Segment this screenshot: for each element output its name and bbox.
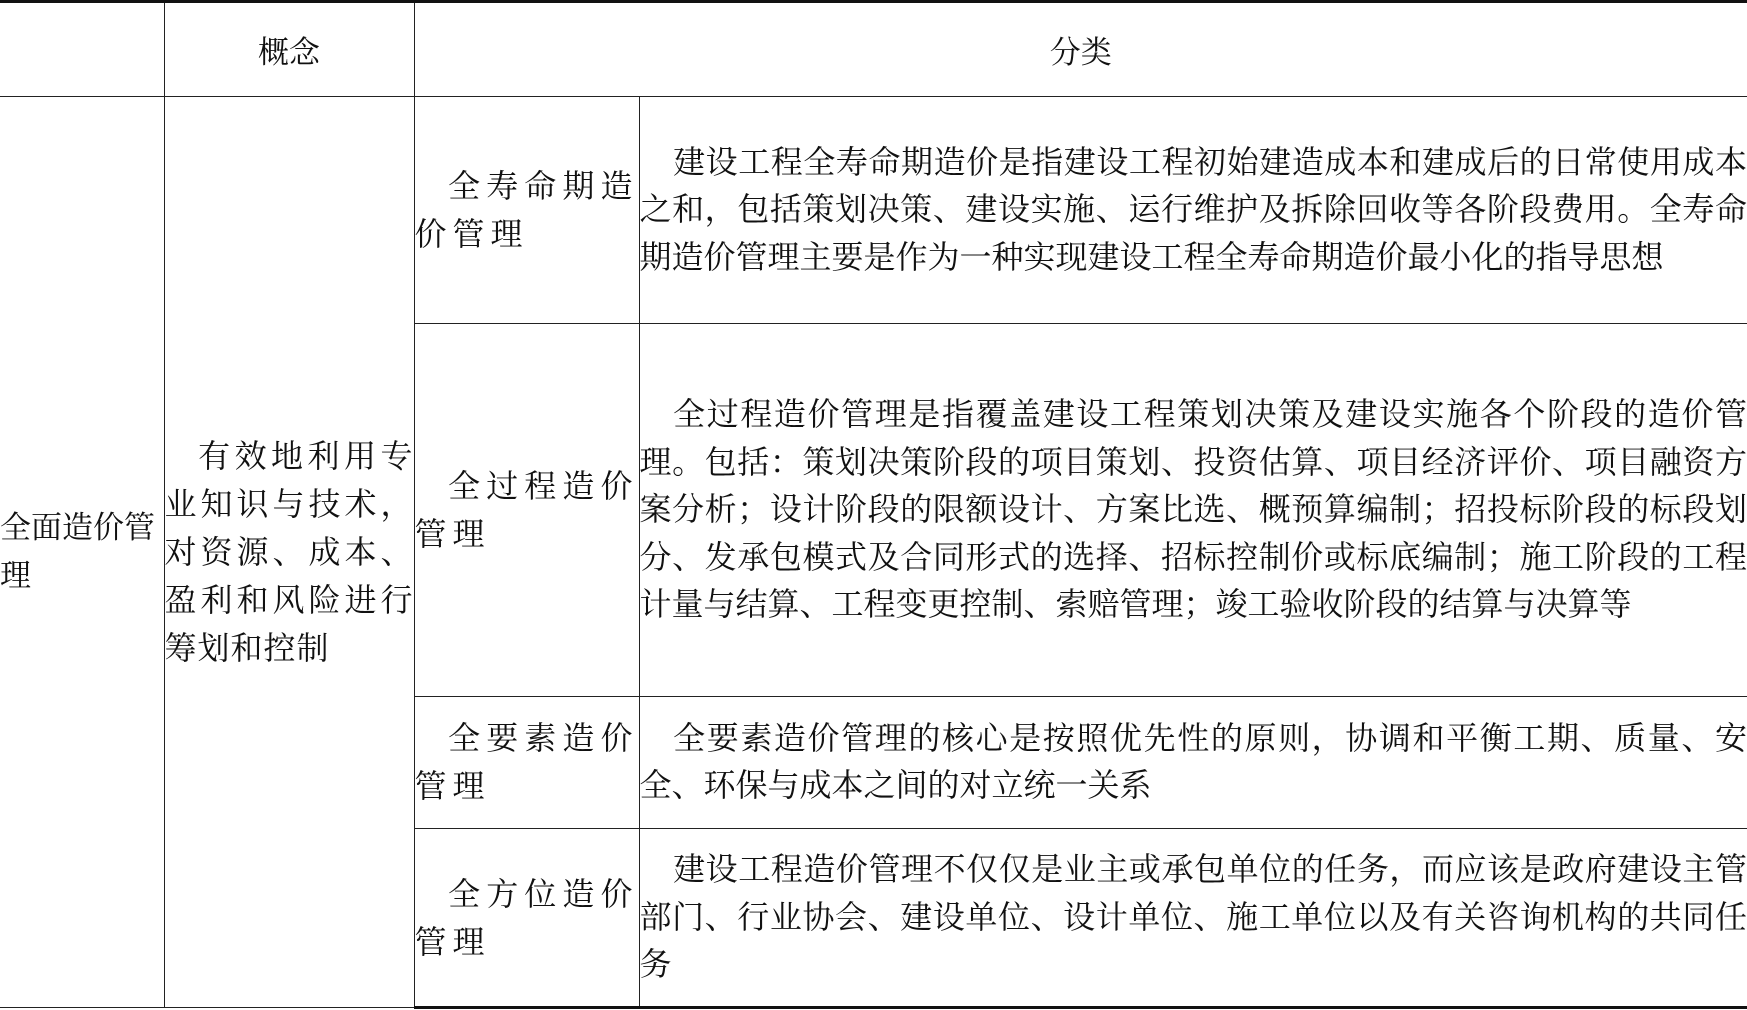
description-cell: 全过程造价管理是指覆盖建设工程策划决策及建设实施各个阶段的造价管理。包括：策划决策阶段的项目策划、投资估算、项目经济评价、项目融资方案分析；设计阶段的限额设计、方案比选、概预算编制；招投标阶段的标段划分、发承包模式及合同形式的选择、招标控制价或标底编制；施工阶段的工程计量与结算、工程变更控制、索赔管理；竣工验收阶段的结算与决算等 bbox=[639, 324, 1747, 696]
header-row bbox=[0, 2, 1747, 97]
header-concept: 概念 bbox=[164, 2, 414, 97]
type-cell: 全方位造价管理 bbox=[414, 829, 639, 1008]
type-cell: 全要素造价管理 bbox=[414, 696, 639, 829]
description-cell: 建设工程造价管理不仅仅是业主或承包单位的任务，而应该是政府建设主管部门、行业协会、建设单位、设计单位、施工单位以及有关咨询机构的共同任务 bbox=[639, 829, 1747, 1008]
header-blank bbox=[0, 2, 164, 97]
type-cell: 全寿命期造价管理 bbox=[414, 96, 639, 323]
description-cell: 建设工程全寿命期造价是指建设工程初始建造成本和建成后的日常使用成本之和，包括策划决策、建设实施、运行维护及拆除回收等各阶段费用。全寿命期造价管理主要是作为一种实现建设工程全寿命期造价最小化的指导思想 bbox=[639, 96, 1747, 323]
type-cell: 全过程造价管理 bbox=[414, 324, 639, 696]
concept-cell: 有效地利用专业知识与技术，对资源、成本、盈利和风险进行筹划和控制 bbox=[164, 96, 414, 1007]
description-cell: 全要素造价管理的核心是按照优先性的原则，协调和平衡工期、质量、安全、环保与成本之间的对立统一关系 bbox=[639, 696, 1747, 829]
header-classification: 分类 bbox=[414, 2, 1747, 97]
table-row bbox=[0, 96, 1747, 323]
term-cell: 全面造价管理 bbox=[0, 96, 164, 1007]
